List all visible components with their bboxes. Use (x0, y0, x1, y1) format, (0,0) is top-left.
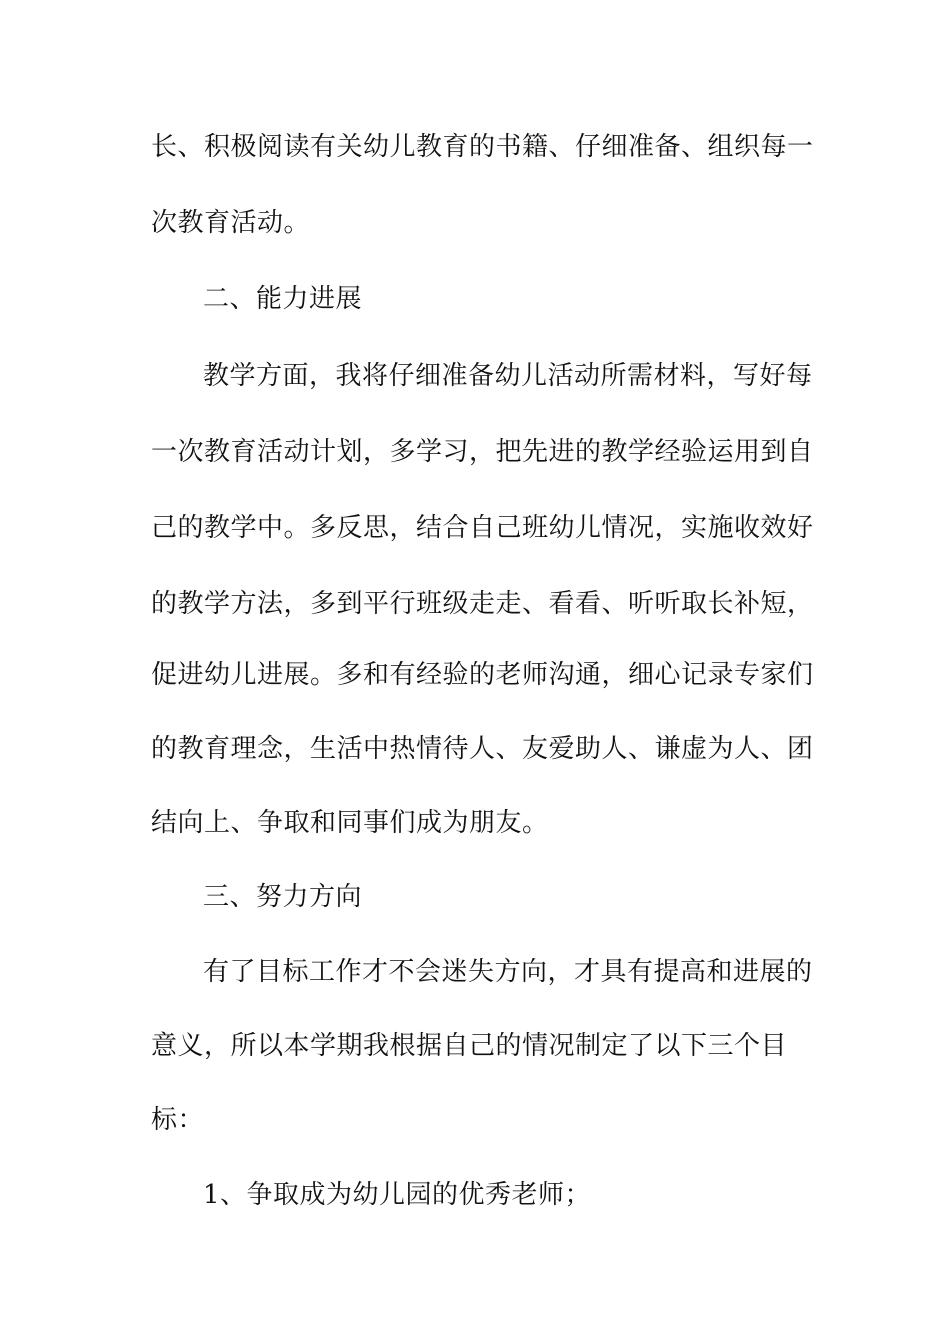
paragraph-line: 己的教学中。多反思，结合自己班幼儿情况，实施收效好 (151, 513, 814, 543)
paragraph-line: 一次教育活动计划，多学习，把先进的教学经验运用到自 (151, 437, 814, 467)
paragraph-line: 有了目标工作才不会迷失方向，才具有提高和进展的 (203, 957, 813, 987)
paragraph-line: 教学方面，我将仔细准备幼儿活动所需材料，写好每 (203, 361, 813, 391)
paragraph-line: 次教育活动。 (151, 208, 311, 238)
paragraph-line: 意义，所以本学期我根据自己的情况制定了以下三个目 (151, 1031, 788, 1061)
section-heading-ability: 二、能力进展 (203, 284, 363, 314)
paragraph-line: 标： (151, 1105, 205, 1135)
paragraph-line: 的教育理念，生活中热情待人、友爱助人、谦虚为人、团 (151, 734, 814, 764)
paragraph-line: 长、积极阅读有关幼儿教育的书籍、仔细准备、组织每一 (151, 132, 814, 162)
paragraph-line: 的教学方法，多到平行班级走走、看看、听听取长补短， (151, 589, 814, 619)
paragraph-line: 促进幼儿进展。多和有经验的老师沟通，细心记录专家们 (151, 660, 814, 690)
paragraph-line: 结向上、争取和同事们成为朋友。 (151, 808, 549, 838)
section-heading-direction: 三、努力方向 (203, 882, 363, 912)
list-item-goal-1: 1、争取成为幼儿园的优秀老师； (203, 1180, 592, 1210)
